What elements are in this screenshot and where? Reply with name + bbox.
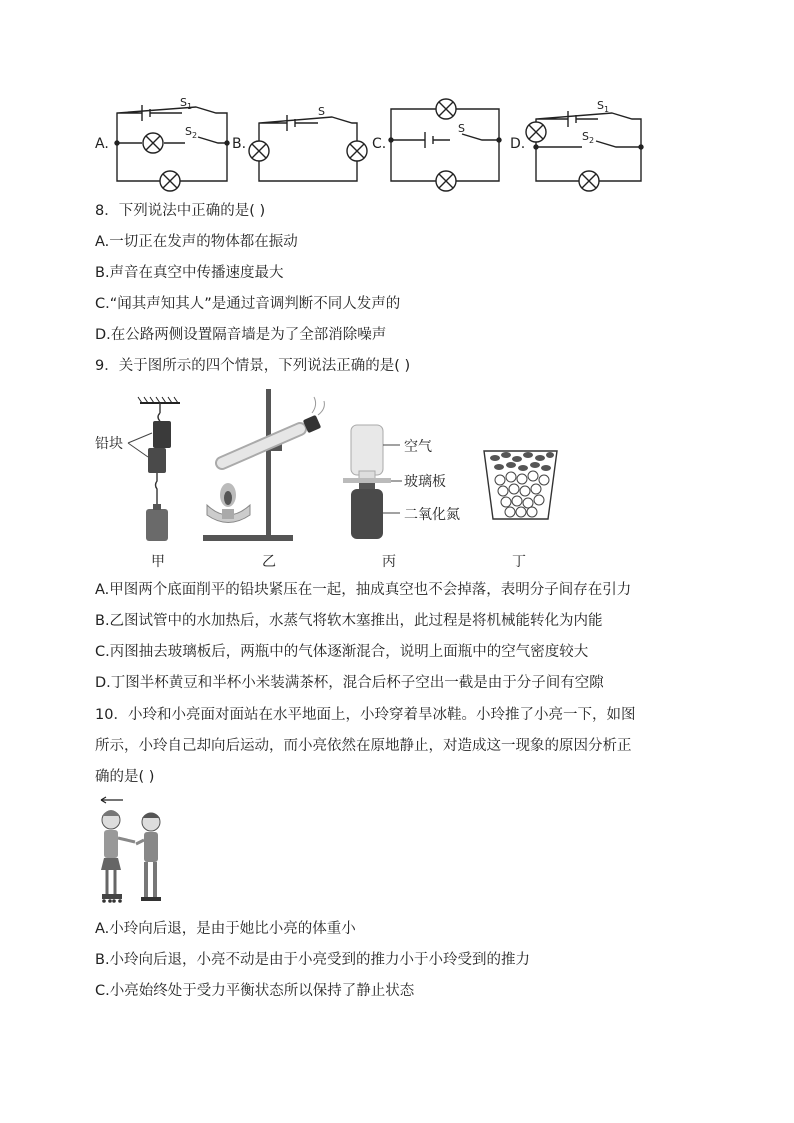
q10-stem-line-3: 确的是( ) <box>95 769 155 785</box>
option-a-label: A. <box>95 136 109 152</box>
circuit-a-s1-label: $S_1$ <box>180 96 193 111</box>
circuit-c-s-label: S <box>458 122 465 135</box>
q10-stem-line-1: 10．小玲和小亮面对面站在水平地面上，小玲穿着旱冰鞋。小玲推了小亮一下，如图 <box>95 707 636 723</box>
circuit-b <box>249 115 367 181</box>
lead-blocks-illustration <box>128 397 180 541</box>
glass-plate-label: 玻璃板 <box>404 474 446 490</box>
circuit-d-s2-label: $S_2$ <box>582 130 595 145</box>
q9-option-c: C.丙图抽去玻璃板后，两瓶中的气体逐渐混合，说明上面瓶中的空气密度较大 <box>95 644 589 660</box>
q9-figure <box>0 385 794 575</box>
air-label: 空气 <box>404 439 432 455</box>
option-b-label: B. <box>232 136 247 152</box>
option-d-label: D. <box>510 136 526 152</box>
q8-option-a: A.一切正在发声的物体都在振动 <box>95 234 298 250</box>
caption-jia: 甲 <box>151 554 165 570</box>
q9-option-a: A.甲图两个底面削平的铅块紧压在一起，抽成真空也不会掉落，表明分子间存在引力 <box>95 582 632 598</box>
q8-option-b: B.声音在真空中传播速度最大 <box>95 265 284 281</box>
test-tube-heating-illustration <box>203 389 324 541</box>
q8-option-d: D.在公路两侧设置隔音墙是为了全部消除噪声 <box>95 327 387 343</box>
q8-option-c: C.“闻其声知其人”是通过音调判断不同人发声的 <box>95 296 401 312</box>
q10-option-b: B.小玲向后退，小亮不动是由于小亮受到的推力小于小玲受到的推力 <box>95 952 531 968</box>
q10-option-a: A.小玲向后退，是由于她比小亮的体重小 <box>95 921 356 937</box>
circuit-d-s1-label: $S_1$ <box>597 99 610 114</box>
circuit-b-s-label: S <box>318 105 325 118</box>
lead-block-label: 铅块 <box>95 436 123 452</box>
q10-option-c: C.小亮始终处于受力平衡状态所以保持了静止状态 <box>95 983 415 999</box>
q9-option-d: D.丁图半杯黄豆和半杯小米装满茶杯，混合后杯子空出一截是由于分子间有空隙 <box>95 675 604 691</box>
q10-stem-line-2: 所示，小玲自己却向后运动，而小亮依然在原地静止，对造成这一现象的原因分析正 <box>95 738 632 754</box>
option-c-label: C. <box>372 136 387 152</box>
nitrogen-dioxide-label: 二氧化氮 <box>404 507 460 523</box>
caption-ding: 丁 <box>512 554 526 570</box>
skater-push-illustration <box>93 792 173 907</box>
gas-diffusion-illustration <box>343 425 402 539</box>
circuit-a <box>115 105 229 191</box>
circuit-c <box>389 99 501 191</box>
q8-stem: 8．下列说法中正确的是( ) <box>95 203 266 219</box>
circuit-d <box>526 111 643 191</box>
beans-cup-illustration <box>484 451 557 519</box>
caption-bing: 丙 <box>382 554 396 570</box>
circuit-a-s2-label: $S_2$ <box>185 125 198 140</box>
q9-option-b: B.乙图试管中的水加热后，水蒸气将软木塞推出，此过程是将机械能转化为内能 <box>95 613 603 629</box>
q9-stem: 9．关于图所示的四个情景，下列说法正确的是( ) <box>95 358 411 374</box>
caption-yi: 乙 <box>262 554 276 570</box>
